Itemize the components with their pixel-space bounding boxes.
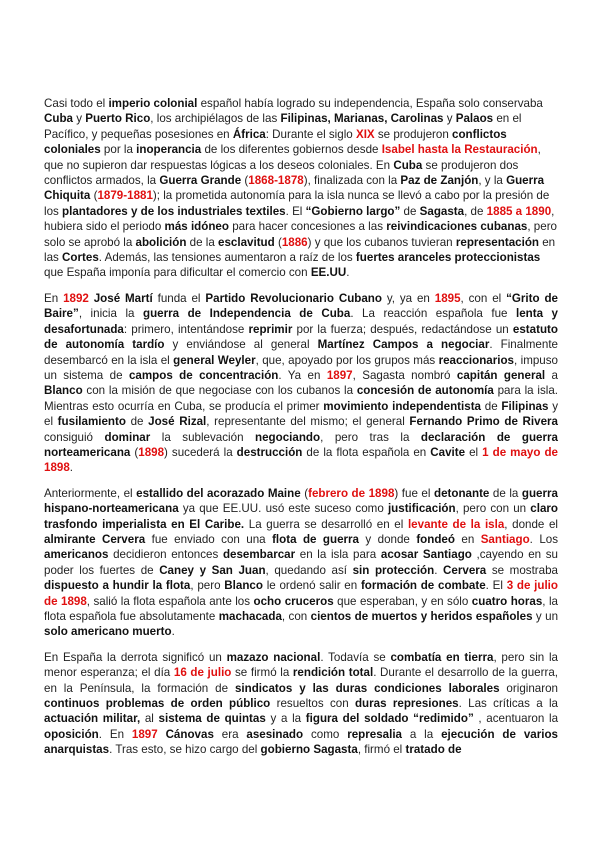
text-run: y, ya en xyxy=(381,291,435,305)
highlight-text: 1898 xyxy=(138,445,165,459)
bold-text: almirante Cervera xyxy=(44,532,146,546)
text-run: , pero con un xyxy=(455,502,531,516)
text-run: Anteriormente, el xyxy=(44,486,137,500)
text-run: , quedando así xyxy=(265,563,353,577)
bold-text: duras represiones xyxy=(354,697,459,711)
bold-text: fusilamiento xyxy=(57,415,126,429)
bold-text: Palaos xyxy=(455,112,494,126)
bold-text: fondeó xyxy=(416,532,455,546)
text-run: . Durante el desarrollo de la guerra, en la Península, la formación de xyxy=(44,666,558,695)
text-run: , que, apoyado por los grupos más xyxy=(255,353,439,367)
bold-text: concesión de autonomía xyxy=(356,384,494,398)
bold-text: “Gobierno largo” xyxy=(305,204,401,218)
bold-text: reprimir xyxy=(248,322,293,336)
text-run: , los archipiélagos de las xyxy=(150,112,281,126)
bold-text: dominar xyxy=(104,430,151,444)
text-run: por la fuerza; después, redactándose un xyxy=(292,322,513,336)
text-run: . Tras esto, se hizo cargo del xyxy=(109,743,261,757)
text-run: en xyxy=(454,532,481,546)
bold-text: desembarcar xyxy=(222,548,296,562)
bold-text: sistema de quintas xyxy=(158,712,266,726)
bold-text: EE.UU xyxy=(310,266,347,280)
text-run: en las xyxy=(44,235,556,265)
bold-text: esclavitud xyxy=(218,235,275,249)
text-run: , pero tras la xyxy=(320,430,421,444)
text-run: de xyxy=(481,399,502,413)
text-run: en la isla para xyxy=(295,548,381,562)
bold-text: inoperancia xyxy=(136,143,202,157)
bold-text: Filipinas, Marianas, Carolinas xyxy=(280,112,444,126)
text-run: era xyxy=(213,727,247,741)
text-run: ), finalizada con la xyxy=(303,174,401,188)
text-run: ) fue el xyxy=(394,486,434,500)
bold-text: Paz de Zanjón xyxy=(400,174,479,188)
text-run: de la flota española en xyxy=(302,445,431,459)
text-run: , pero sin la menor esperanza; el día xyxy=(44,650,558,680)
text-run: ( xyxy=(274,235,282,249)
bold-text: conflictos coloniales xyxy=(44,127,507,157)
text-run: resueltos con xyxy=(270,697,355,711)
text-run: ya que EE.UU. usó este suceso como xyxy=(178,502,388,516)
text-run: le ordenó salir en xyxy=(262,579,361,593)
bold-text: ocho cruceros xyxy=(253,594,334,608)
text-run: por la xyxy=(100,143,137,157)
text-run: para hacer concesiones a las xyxy=(228,220,387,234)
text-run: y a la xyxy=(265,712,306,726)
text-run: . En xyxy=(98,727,132,741)
bold-text: guerra de Independencia de Cuba xyxy=(143,307,351,321)
paragraph-colonial-empire xyxy=(44,96,558,281)
bold-text: sindicatos y las duras condiciones laborales xyxy=(234,681,500,695)
bold-text: estallido del acorazado Maine xyxy=(136,486,301,500)
bold-text: justificación xyxy=(387,502,456,516)
text-run: ( xyxy=(241,174,249,188)
bold-text: declaración de guerra norteamericana xyxy=(44,430,558,459)
highlight-text: 1879-1881 xyxy=(97,189,153,203)
bold-text: claro trasfondo imperialista en El Caribe. xyxy=(44,502,558,531)
text-run: decidieron entonces xyxy=(108,548,223,562)
bold-text: Cánovas xyxy=(165,727,214,741)
bold-text: movimiento independentista xyxy=(323,399,482,413)
bold-text: fuertes aranceles proteccionistas xyxy=(355,251,541,265)
text-run: ) sucederá la xyxy=(164,445,237,459)
text-run: . Ya en xyxy=(278,368,327,382)
bold-text: reaccionarios xyxy=(438,353,514,367)
bold-text: cientos de muertos y heridos españoles xyxy=(310,610,533,623)
bold-text: formación de combate xyxy=(360,579,486,593)
highlight-text: 1895 xyxy=(434,291,461,305)
text-run: de los diferentes gobiernos desde xyxy=(201,143,382,157)
highlight-text: 1892 xyxy=(63,291,89,305)
bold-text: rendición total xyxy=(292,666,374,680)
bold-text: continuos problemas de orden público xyxy=(44,697,271,711)
bold-text: Cuba xyxy=(393,158,423,172)
text-run: ); la prometida autonomía para la isla nunca se llevó a cabo por la presión de los xyxy=(44,189,550,218)
highlight-text: 1868-1878 xyxy=(248,174,304,188)
text-run: el xyxy=(465,445,483,459)
text-run: : primero, intentándose xyxy=(123,322,249,336)
text-run: . Todavía se xyxy=(320,650,391,664)
paragraph-cuban-independence-war xyxy=(44,291,558,476)
bold-text: mazazo nacional xyxy=(226,650,321,664)
bold-text: combatía en tierra xyxy=(390,650,494,664)
bold-text: ejecución de varios anarquistas xyxy=(44,727,558,757)
text-run: , firmó el xyxy=(357,743,406,757)
text-run: . Los xyxy=(529,532,559,546)
text-run: al xyxy=(140,712,159,726)
text-run: ,cayendo en su poder los fuertes de xyxy=(44,548,558,577)
bold-text: reivindicaciones cubanas xyxy=(386,220,528,234)
bold-text: asesinado xyxy=(246,727,304,741)
text-run: como xyxy=(303,727,348,741)
bold-text: Cervera xyxy=(443,563,487,577)
bold-text: Blanco xyxy=(44,384,83,398)
text-run: de la xyxy=(186,235,219,249)
text-run: , hubiera sido el periodo xyxy=(44,204,555,234)
highlight-text: 1886 xyxy=(281,235,308,249)
text-run: a xyxy=(545,368,559,382)
bold-text: Blanco xyxy=(224,579,263,593)
text-run: que esperaban, y en sólo xyxy=(333,594,472,608)
text-run: a la xyxy=(402,727,442,741)
text-run: y un xyxy=(532,610,559,623)
text-run: de xyxy=(400,204,420,218)
text-run: originaron xyxy=(499,681,558,695)
bold-text: José Martí xyxy=(93,291,153,305)
text-run: con la misión de que negociase con los cubanos la xyxy=(82,384,357,398)
bold-text: más idóneo xyxy=(164,220,229,234)
bold-text: gobierno Sagasta xyxy=(260,743,358,757)
text-run: . xyxy=(171,625,175,639)
bold-text: acosar Santiago xyxy=(380,548,472,562)
text-run: y donde xyxy=(359,532,417,546)
text-run: funda el xyxy=(152,291,206,305)
text-run: consiguió xyxy=(44,430,105,444)
text-run: que España imponía para dificultar el comercio con xyxy=(44,266,311,280)
bold-text: Fernando Primo de Rivera xyxy=(409,415,558,429)
bold-text: Martínez Campos a negociar xyxy=(317,338,490,352)
bold-text: Puerto Rico xyxy=(85,112,151,126)
text-run: se firmó la xyxy=(231,666,293,680)
text-run: , donde el xyxy=(504,517,559,531)
bold-text: campos de concentración xyxy=(128,368,279,382)
bold-text: oposición xyxy=(44,727,99,741)
text-run: , de xyxy=(464,204,487,218)
highlight-text: 16 de julio xyxy=(173,666,232,680)
bold-text: Guerra Grande xyxy=(159,174,242,188)
bold-text: África xyxy=(232,127,266,141)
text-run: , impuso un sistema de xyxy=(44,353,558,382)
text-run: Casi todo el xyxy=(44,97,109,110)
text-run: , que no supieron dar respuestas lógicas a los deseos coloniales. En xyxy=(44,143,541,172)
bold-text: actuación militar, xyxy=(44,712,141,726)
bold-text: estatuto de autonomía tardío xyxy=(44,322,558,352)
text-run: y el xyxy=(44,399,559,429)
text-run: . El xyxy=(285,204,306,218)
highlight-text: XIX xyxy=(355,127,375,141)
text-run: se produjeron dos conflictos armados, la xyxy=(44,158,519,188)
paragraph-national-defeat xyxy=(44,650,558,758)
text-run: , la flota española fue absolutamente xyxy=(44,594,558,623)
text-run: . El xyxy=(485,579,507,593)
text-run: : Durante el siglo xyxy=(265,127,356,141)
bold-text: Cortes xyxy=(62,251,99,265)
text-run: para la isla. Mientras esto ocurría en Cuba, se producía el primer xyxy=(44,384,558,413)
text-run: . xyxy=(69,461,74,475)
highlight-text: 1897 xyxy=(131,727,158,741)
text-run: . Las críticas a la xyxy=(458,697,558,711)
bold-text: solo americano muerto xyxy=(44,625,172,639)
bold-text: detonante xyxy=(433,486,490,500)
text-run: se produjeron xyxy=(374,127,452,141)
bold-text: guerra hispano-norteamericana xyxy=(44,486,558,516)
text-run: . xyxy=(346,266,350,280)
bold-text: Partido Revolucionario Cubano xyxy=(205,291,382,305)
bold-text: americanos xyxy=(44,548,109,562)
text-run: , y la xyxy=(478,174,507,188)
text-run: en el Pacífico, y pequeñas posesiones en xyxy=(44,112,522,141)
text-run: , salió la flota española ante los xyxy=(86,594,254,608)
text-run: En España la derrota significó un xyxy=(44,650,227,664)
text-run: y enviándose al general xyxy=(164,338,318,352)
text-run: , pero xyxy=(190,579,225,593)
bold-text: plantadores y de los industriales textiles xyxy=(62,204,286,218)
paragraph-spanish-american-war xyxy=(44,486,558,640)
text-run: español había logrado su independencia, España solo conservaba xyxy=(197,97,543,110)
text-run: , acentuaron la xyxy=(473,712,559,726)
text-run: , representante del mismo; el general xyxy=(206,415,410,429)
bold-text: Guerra Chiquita xyxy=(44,174,545,203)
text-run: ( xyxy=(130,445,139,459)
bold-text: tratado de xyxy=(405,743,462,757)
text-run: , Sagasta nombró xyxy=(352,368,457,382)
highlight-text: 3 de julio de 1898 xyxy=(44,579,558,608)
bold-text: José Rizal xyxy=(148,415,207,429)
text-run: ) y que los cubanos tuvieran xyxy=(307,235,456,249)
bold-text: abolición xyxy=(135,235,187,249)
text-run: de xyxy=(125,415,149,429)
text-run: fue enviado con una xyxy=(145,532,273,546)
bold-text: Cavite xyxy=(430,445,466,459)
bold-text: cuatro horas xyxy=(471,594,543,608)
text-run: se mostraba xyxy=(486,563,559,577)
bold-text: negociando xyxy=(255,430,321,444)
text-run: En xyxy=(44,291,64,305)
highlight-text: 1 de mayo de 1898 xyxy=(44,445,558,475)
bold-text: Sagasta xyxy=(419,204,465,218)
text-run: la sublevación xyxy=(150,430,256,444)
bold-text: dispuesto a hundir la flota xyxy=(44,579,191,593)
bold-text: machacada xyxy=(218,610,282,623)
bold-text: figura del soldado “redimido” xyxy=(305,712,474,726)
highlight-text: levante de la isla xyxy=(407,517,505,531)
bold-text: Filipinas xyxy=(501,399,549,413)
text-run: ( xyxy=(300,486,309,500)
text-run: . Finalmente desembarcó en la isla el xyxy=(44,338,558,367)
highlight-text: Isabel hasta la Restauración xyxy=(381,143,538,157)
text-run: , con el xyxy=(460,291,507,305)
bold-text: represalia xyxy=(347,727,402,741)
text-run: , con xyxy=(281,610,311,623)
bold-text: destrucción xyxy=(236,445,303,459)
bold-text: lenta y desafortunada xyxy=(44,307,558,336)
text-run: de la xyxy=(489,486,522,500)
bold-text: “Grito de Baire” xyxy=(44,291,558,321)
bold-text: capitán general xyxy=(456,368,546,382)
bold-text: flota de guerra xyxy=(272,532,359,546)
text-run: . La reacción española fue xyxy=(350,307,516,321)
text-run: La guerra se desarrolló en el xyxy=(244,517,408,531)
highlight-text: 1897 xyxy=(326,368,353,382)
text-run: . Además, las tensiones aumentaron a raíz de los xyxy=(98,251,356,265)
bold-text: representación xyxy=(455,235,539,249)
bold-text: sin protección xyxy=(352,563,435,577)
text-run: y xyxy=(72,112,86,126)
bold-text: Caney y San Juan xyxy=(159,563,266,577)
text-run xyxy=(158,728,166,741)
highlight-text: Santiago xyxy=(480,532,530,546)
text-run: y xyxy=(443,112,456,126)
highlight-text: 1885 a 1890 xyxy=(486,204,552,218)
bold-text: imperio colonial xyxy=(108,97,198,110)
bold-text: Cuba xyxy=(44,112,73,126)
text-run: , pero solo se aprobó la xyxy=(44,220,558,249)
text-run: , inicia la xyxy=(78,307,143,321)
text-run: . xyxy=(434,563,444,577)
bold-text: general Weyler xyxy=(173,353,256,367)
highlight-text: febrero de 1898 xyxy=(308,486,395,500)
text-run: ( xyxy=(90,189,98,203)
